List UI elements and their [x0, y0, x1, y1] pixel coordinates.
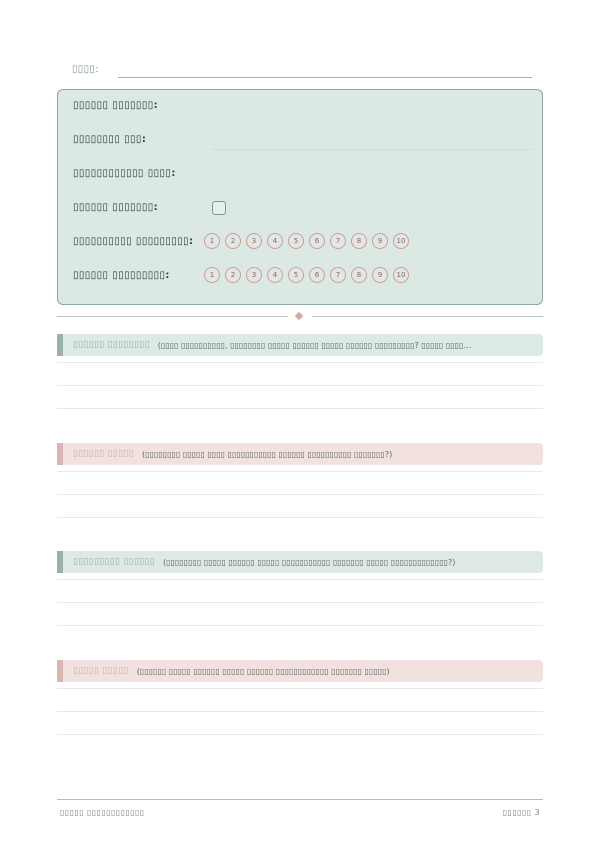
rating-option[interactable]: 7: [330, 267, 346, 283]
section-4-header: [57, 660, 543, 682]
rating-option[interactable]: 9: [372, 267, 388, 283]
rating-option[interactable]: 4: [267, 267, 283, 283]
rating-option[interactable]: 10: [393, 233, 409, 249]
divider-diamond-icon: [295, 312, 303, 320]
writing-line[interactable]: [57, 625, 543, 626]
divider-right: [312, 316, 543, 317]
rating-option[interactable]: 1: [204, 233, 220, 249]
writing-line[interactable]: [57, 734, 543, 735]
date-label: ▯▯▯▯:: [72, 64, 99, 75]
info-field-5-label: ▯▯▯▯▯▯▯▯▯▯ ▯▯▯▯▯▯▯▯▯:: [73, 236, 194, 247]
section-prompt: (▯▯▯▯ ▯▯▯▯▯▯▯▯▯▯, ▯▯▯▯▯▯▯▯ ▯▯▯▯▯ ▯▯▯▯▯▯ ▯▯▯▯▯ ▯▯▯▯▯▯ ▯▯▯▯▯▯▯▯▯? ▯▯▯▯▯ ▯▯▯▯…: [157, 340, 472, 350]
writing-line[interactable]: [57, 517, 543, 518]
info-field-3-label: ▯▯▯▯▯▯▯▯▯▯▯▯ ▯▯▯▯:: [73, 168, 176, 179]
writing-line[interactable]: [57, 471, 543, 472]
section-prompt: (▯▯▯▯▯▯▯▯ ▯▯▯▯▯ ▯▯▯▯▯▯ ▯▯▯▯▯ ▯▯▯▯▯▯▯▯▯▯▯ ▯▯▯▯▯▯▯ ▯▯▯▯▯ ▯▯▯▯▯▯▯▯▯▯▯▯▯?): [162, 557, 456, 567]
rating-option[interactable]: 5: [288, 267, 304, 283]
info-field-2-input[interactable]: [212, 149, 532, 150]
rating-option[interactable]: 2: [225, 267, 241, 283]
writing-line[interactable]: [57, 408, 543, 409]
rating-option[interactable]: 6: [309, 267, 325, 283]
section-1-header: [57, 334, 543, 356]
rating-scale-2: [204, 267, 409, 283]
section-title: ▯▯▯▯▯ ▯▯▯▯▯: [73, 666, 129, 676]
rating-option[interactable]: 8: [351, 233, 367, 249]
rating-option[interactable]: 8: [351, 267, 367, 283]
rating-option[interactable]: 3: [246, 267, 262, 283]
page-number: ▯▯▯▯▯▯ 3: [502, 808, 540, 817]
section-title: ▯▯▯▯▯▯ ▯▯▯▯▯: [73, 449, 134, 459]
rating-option[interactable]: 6: [309, 233, 325, 249]
footer-title: ▯▯▯▯▯ ▯▯▯▯▯▯▯▯▯▯▯▯: [60, 808, 145, 817]
writing-line[interactable]: [57, 579, 543, 580]
divider-left: [57, 316, 288, 317]
info-field-2-label: ▯▯▯▯▯▯▯▯ ▯▯▯:: [73, 134, 147, 145]
info-field-4-label: ▯▯▯▯▯▯ ▯▯▯▯▯▯▯:: [73, 202, 159, 213]
rating-option[interactable]: 10: [393, 267, 409, 283]
writing-line[interactable]: [57, 602, 543, 603]
writing-line[interactable]: [57, 385, 543, 386]
rating-option[interactable]: 9: [372, 233, 388, 249]
writing-line[interactable]: [57, 494, 543, 495]
info-box: [57, 89, 543, 305]
footer-rule: [57, 799, 543, 800]
rating-option[interactable]: 1: [204, 267, 220, 283]
rating-option[interactable]: 4: [267, 233, 283, 249]
section-prompt: (▯▯▯▯▯▯ ▯▯▯▯▯ ▯▯▯▯▯▯ ▯▯▯▯▯ ▯▯▯▯▯▯ ▯▯▯▯▯▯▯▯▯▯▯▯ ▯▯▯▯▯▯▯ ▯▯▯▯▯): [136, 666, 390, 676]
writing-line[interactable]: [57, 362, 543, 363]
section-2-header: [57, 443, 543, 465]
rating-option[interactable]: 7: [330, 233, 346, 249]
section-title: ▯▯▯▯▯▯ ▯▯▯▯▯▯▯▯: [73, 340, 150, 350]
rating-scale-1: [204, 233, 409, 249]
writing-line[interactable]: [57, 711, 543, 712]
section-prompt: (▯▯▯▯▯▯▯▯ ▯▯▯▯▯ ▯▯▯▯ ▯▯▯▯▯▯▯▯▯▯▯ ▯▯▯▯▯▯ ▯▯▯▯▯▯▯▯▯▯ ▯▯▯▯▯▯▯?): [141, 449, 393, 459]
rating-option[interactable]: 5: [288, 233, 304, 249]
date-field[interactable]: [118, 77, 532, 78]
info-field-6-label: ▯▯▯▯▯▯ ▯▯▯▯▯▯▯▯▯:: [73, 270, 170, 281]
rating-option[interactable]: 2: [225, 233, 241, 249]
info-field-1-label: ▯▯▯▯▯▯ ▯▯▯▯▯▯▯:: [73, 100, 159, 111]
section-title: ▯▯▯▯▯▯▯▯▯ ▯▯▯▯▯▯: [73, 557, 155, 567]
rating-option[interactable]: 3: [246, 233, 262, 249]
writing-line[interactable]: [57, 688, 543, 689]
info-checkbox[interactable]: [212, 201, 226, 215]
section-3-header: [57, 551, 543, 573]
